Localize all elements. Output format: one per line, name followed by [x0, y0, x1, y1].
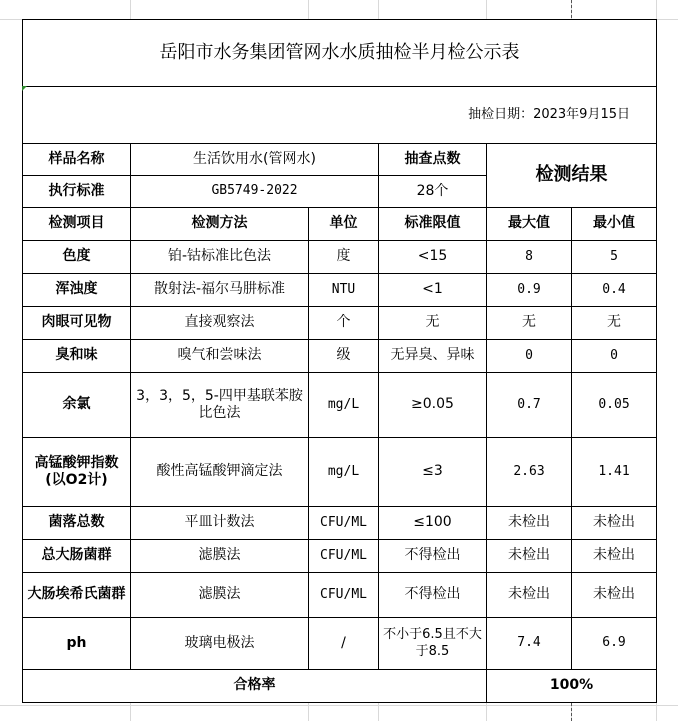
row-min: 无: [572, 307, 657, 340]
row-min: 5: [572, 241, 657, 274]
row-unit: 级: [309, 340, 379, 373]
row-item: 色度: [23, 241, 131, 274]
page-title: 岳阳市水务集团管网水水质抽检半月检公示表: [23, 20, 657, 87]
row-unit: CFU/ML: [309, 507, 379, 540]
col-header-limit: 标准限值: [379, 208, 487, 241]
row-item: 臭和味: [23, 340, 131, 373]
row-item: 余氯: [23, 373, 131, 438]
row-item: 肉眼可见物: [23, 307, 131, 340]
table-row: [23, 241, 657, 274]
pass-rate-value: 100%: [487, 670, 657, 703]
row-min: 6.9: [572, 618, 657, 670]
standard-value: GB5749-2022: [131, 176, 379, 208]
table-row: [23, 340, 657, 373]
row-limit: 不得检出: [379, 573, 487, 618]
row-max: 未检出: [487, 540, 572, 573]
row-min: 未检出: [572, 540, 657, 573]
row-method: 3，3，5，5-四甲基联苯胺比色法: [131, 373, 309, 438]
row-min: 未检出: [572, 573, 657, 618]
row-max: 未检出: [487, 507, 572, 540]
row-method: 滤膜法: [131, 540, 309, 573]
table-row: [23, 540, 657, 573]
col-header-max: 最大值: [487, 208, 572, 241]
row-limit: 不得检出: [379, 540, 487, 573]
row-item: 总大肠菌群: [23, 540, 131, 573]
row-limit: ≥0.05: [379, 373, 487, 438]
row-min: 1.41: [572, 438, 657, 507]
table-row: [23, 274, 657, 307]
row-unit: mg/L: [309, 438, 379, 507]
row-item: ph: [23, 618, 131, 670]
row-max: 无: [487, 307, 572, 340]
sample-name-value: 生活饮用水(管网水): [131, 144, 379, 176]
results-label: 检测结果: [487, 144, 657, 208]
row-limit: 无异臭、异味: [379, 340, 487, 373]
col-header-min: 最小值: [572, 208, 657, 241]
inspection-date: 抽检日期：2023年9月15日: [23, 87, 657, 144]
row-limit: <15: [379, 241, 487, 274]
row-method: 滤膜法: [131, 573, 309, 618]
row-max: 未检出: [487, 573, 572, 618]
row-max: 0.9: [487, 274, 572, 307]
col-header-unit: 单位: [309, 208, 379, 241]
row-min: 0.05: [572, 373, 657, 438]
row-unit: CFU/ML: [309, 540, 379, 573]
table-row: [23, 373, 657, 438]
row-unit: mg/L: [309, 373, 379, 438]
row-max: 2.63: [487, 438, 572, 507]
row-min: 0: [572, 340, 657, 373]
row-max: 0.7: [487, 373, 572, 438]
row-max: 7.4: [487, 618, 572, 670]
row-method: 嗅气和尝味法: [131, 340, 309, 373]
row-item: 浑浊度: [23, 274, 131, 307]
row-limit: ≤100: [379, 507, 487, 540]
row-unit: 个: [309, 307, 379, 340]
table-row: [23, 618, 657, 670]
table-row: [23, 438, 657, 507]
row-method: 铂-钴标准比色法: [131, 241, 309, 274]
row-method: 平皿计数法: [131, 507, 309, 540]
row-item: 大肠埃希氏菌群: [23, 573, 131, 618]
cell-comment-marker: [22, 86, 27, 91]
row-limit: <1: [379, 274, 487, 307]
points-value: 28个: [379, 176, 487, 208]
row-limit: 无: [379, 307, 487, 340]
row-max: 0: [487, 340, 572, 373]
row-item: 高锰酸钾指数(以O2计): [23, 438, 131, 507]
row-min: 0.4: [572, 274, 657, 307]
row-method: 玻璃电极法: [131, 618, 309, 670]
row-method: 散射法-福尔马肼标准: [131, 274, 309, 307]
row-unit: 度: [309, 241, 379, 274]
row-limit: ≤3: [379, 438, 487, 507]
row-unit: NTU: [309, 274, 379, 307]
row-unit: CFU/ML: [309, 573, 379, 618]
sample-points-label: 抽查点数: [379, 144, 487, 176]
col-header-method: 检测方法: [131, 208, 309, 241]
row-item: 菌落总数: [23, 507, 131, 540]
col-header-item: 检测项目: [23, 208, 131, 241]
row-method: 酸性高锰酸钾滴定法: [131, 438, 309, 507]
table-row: [23, 307, 657, 340]
table-row: [23, 507, 657, 540]
row-method: 直接观察法: [131, 307, 309, 340]
row-unit: /: [309, 618, 379, 670]
pass-rate-label: 合格率: [23, 670, 487, 703]
sample-name-label: 样品名称: [23, 144, 131, 176]
row-min: 未检出: [572, 507, 657, 540]
standard-label: 执行标准: [23, 176, 131, 208]
row-limit: 不小于6.5且不大于8.5: [379, 618, 487, 670]
water-quality-table: [22, 19, 657, 703]
table-row: [23, 573, 657, 618]
row-max: 8: [487, 241, 572, 274]
